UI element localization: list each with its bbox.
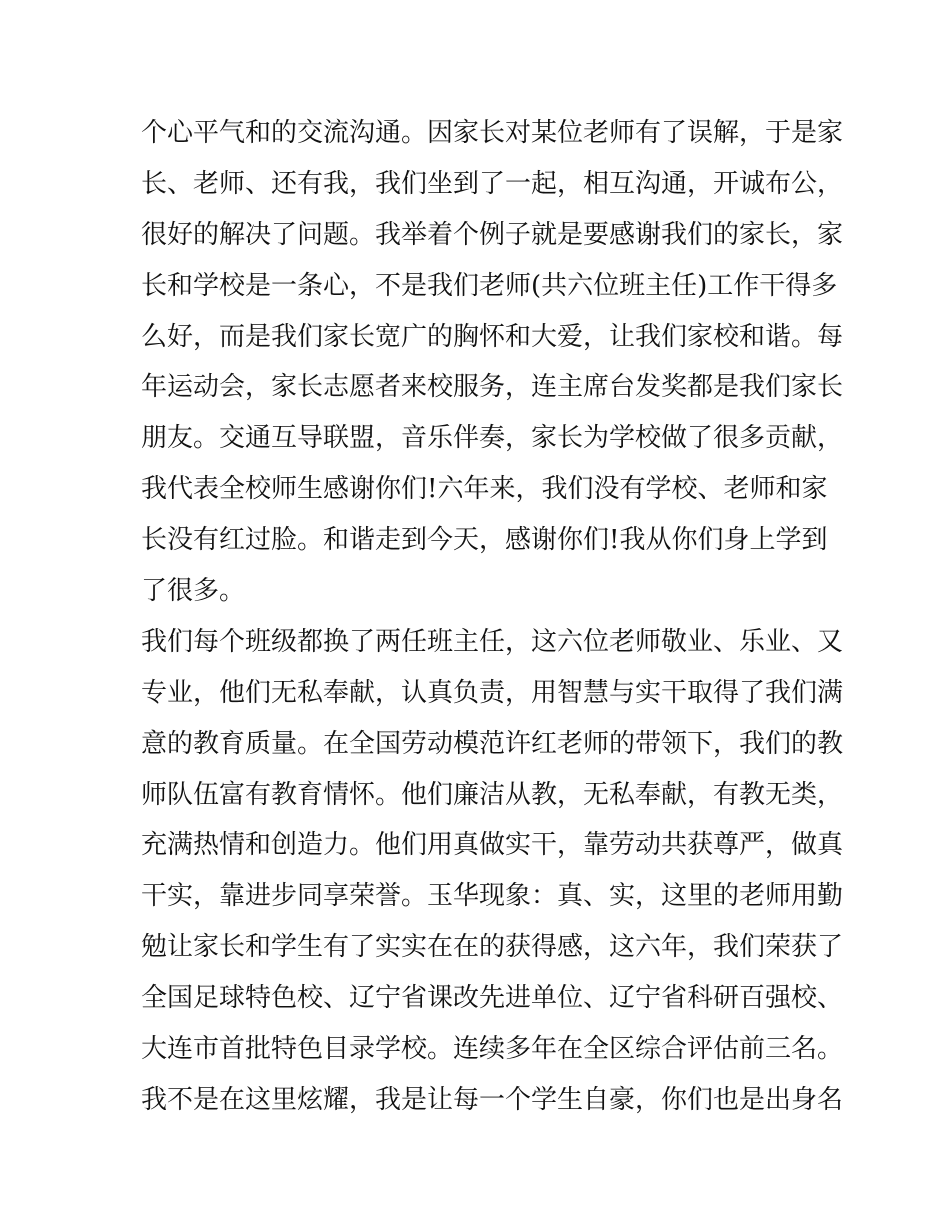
text-line: 意的教育质量。在全国劳动模范许红老师的带领下，我们的教 <box>141 728 844 759</box>
document-body <box>141 108 844 1126</box>
text-line: 我们每个班级都换了两任班主任，这六位老师敬业、乐业、又 <box>141 626 844 657</box>
text-line: 长、老师、还有我，我们坐到了一起，相互沟通，开诚布公， <box>141 168 844 199</box>
text-line: 勉让家长和学生有了实实在在的获得感，这六年，我们荣获了 <box>141 932 844 963</box>
paragraph-1 <box>141 108 844 617</box>
text-line: 干实，靠进步同享荣誉。玉华现象：真、实，这里的老师用勤 <box>141 881 844 912</box>
text-line: 专业，他们无私奉献，认真负责，用智慧与实干取得了我们满 <box>141 677 844 708</box>
text-line: 了很多。 <box>141 576 246 607</box>
text-line: 年运动会，家长志愿者来校服务，连主席台发奖都是我们家长 <box>141 372 844 403</box>
text-line: 很好的解决了问题。我举着个例子就是要感谢我们的家长，家 <box>141 219 844 250</box>
text-line: 么好，而是我们家长宽广的胸怀和大爱，让我们家校和谐。每 <box>141 321 844 352</box>
text-line: 全国足球特色校、辽宁省课改先进单位、辽宁省科研百强校、 <box>141 983 844 1014</box>
text-line: 长没有红过脸。和谐走到今天，感谢你们!我从你们身上学到 <box>141 525 828 556</box>
text-line: 我不是在这里炫耀，我是让每一个学生自豪，你们也是出身名 <box>141 1084 844 1115</box>
text-line: 朋友。交通互导联盟，音乐伴奏，家长为学校做了很多贡献， <box>141 423 844 454</box>
text-line: 充满热情和创造力。他们用真做实干，靠劳动共获尊严，做真 <box>141 830 844 861</box>
text-line: 长和学校是一条心，不是我们老师(共六位班主任)工作干得多 <box>141 270 838 301</box>
text-line: 师队伍富有教育情怀。他们廉洁从教，无私奉献，有教无类， <box>141 779 844 810</box>
paragraph-2 <box>141 617 844 1126</box>
text-line: 个心平气和的交流沟通。因家长对某位老师有了误解，于是家 <box>141 118 844 148</box>
text-line: 大连市首批特色目录学校。连续多年在全区综合评估前三名。 <box>141 1034 844 1065</box>
text-line: 我代表全校师生感谢你们!六年来，我们没有学校、老师和家 <box>141 474 828 505</box>
